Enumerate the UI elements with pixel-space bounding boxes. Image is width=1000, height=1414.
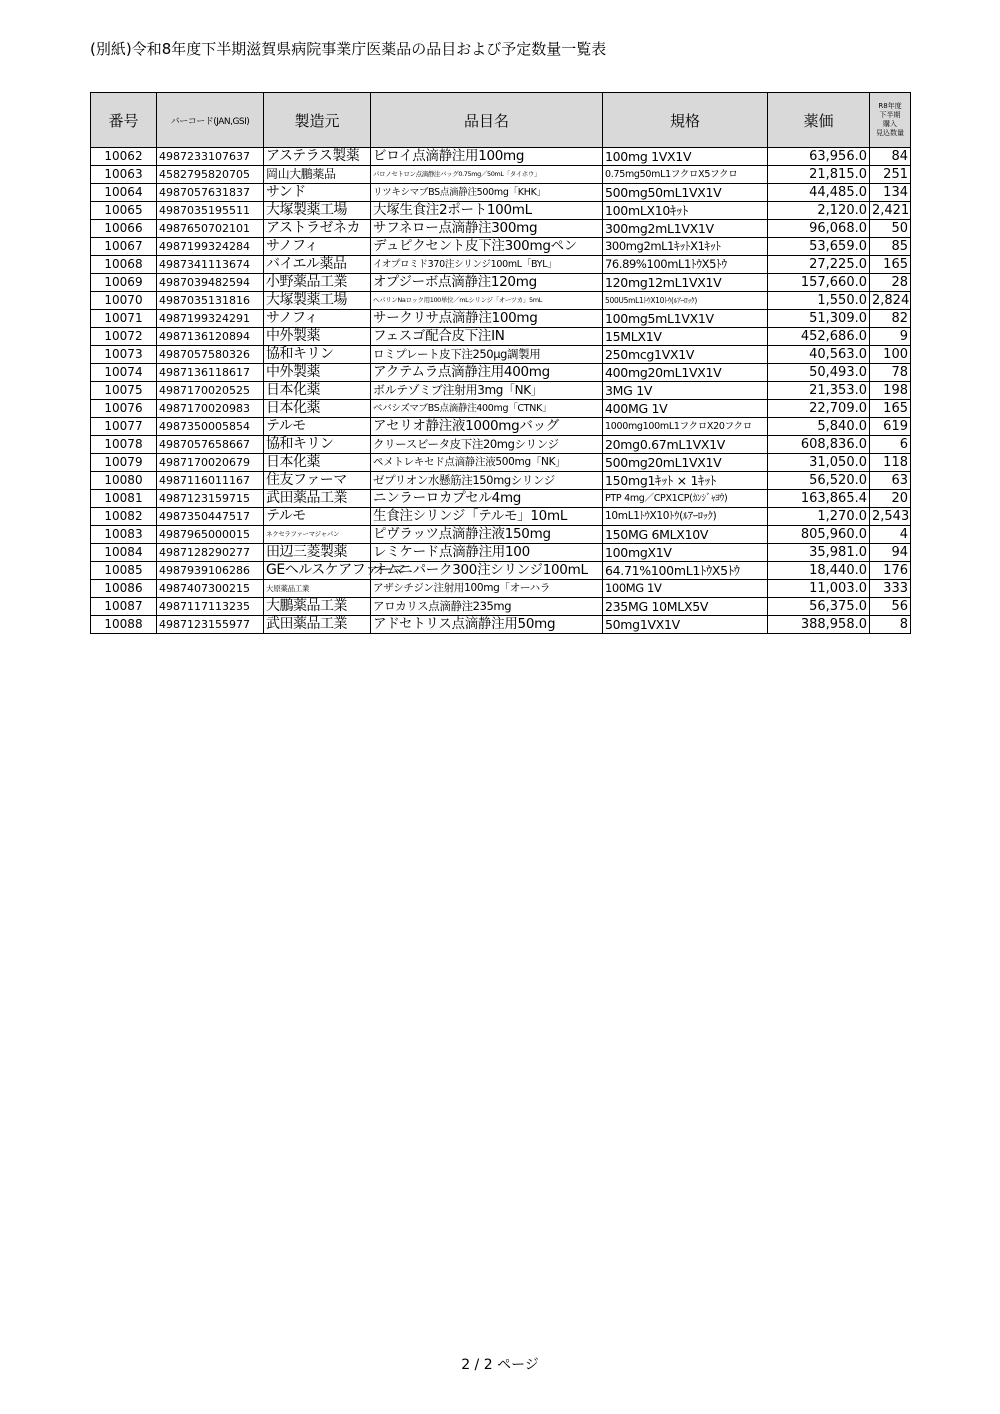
cell-number: 10079 xyxy=(91,454,157,472)
cell-item-name: クリースビータ皮下注20mgシリンジ xyxy=(371,436,603,454)
cell-price: 1,550.0 xyxy=(768,292,870,310)
cell-barcode: 4987117113235 xyxy=(157,598,264,616)
cell-barcode: 4987199324284 xyxy=(157,238,264,256)
cell-quantity: 2,543 xyxy=(870,508,911,526)
cell-quantity: 100 xyxy=(870,346,911,364)
cell-price: 21,353.0 xyxy=(768,382,870,400)
cell-spec: 500mg20mL1VX1V xyxy=(603,454,768,472)
cell-barcode: 4987199324291 xyxy=(157,310,264,328)
cell-spec: 120mg12mL1VX1V xyxy=(603,274,768,292)
header-no: 番号 xyxy=(91,93,157,148)
cell-maker: サノフィ xyxy=(264,238,371,256)
cell-spec: 400MG 1V xyxy=(603,400,768,418)
header-quantity-line: R8年度 xyxy=(878,102,902,110)
cell-quantity: 6 xyxy=(870,436,911,454)
cell-barcode: 4987341113674 xyxy=(157,256,264,274)
table-row xyxy=(91,238,911,256)
cell-barcode: 4987170020983 xyxy=(157,400,264,418)
cell-price: 18,440.0 xyxy=(768,562,870,580)
cell-quantity: 9 xyxy=(870,328,911,346)
cell-barcode: 4987650702101 xyxy=(157,220,264,238)
cell-maker: 大原薬品工業 xyxy=(264,580,371,598)
cell-maker: サンド xyxy=(264,184,371,202)
cell-number: 10078 xyxy=(91,436,157,454)
cell-spec: 0.75mg50mL1フクロX5フクロ xyxy=(603,166,768,184)
cell-barcode: 4987057580326 xyxy=(157,346,264,364)
header-quantity xyxy=(870,93,911,148)
cell-quantity: 94 xyxy=(870,544,911,562)
header-quantity-line: 下半期 xyxy=(879,111,901,119)
cell-barcode: 4987407300215 xyxy=(157,580,264,598)
cell-maker: 日本化薬 xyxy=(264,400,371,418)
table-row xyxy=(91,202,911,220)
cell-price: 35,981.0 xyxy=(768,544,870,562)
cell-maker: 住友ファーマ xyxy=(264,472,371,490)
cell-number: 10070 xyxy=(91,292,157,310)
cell-quantity: 165 xyxy=(870,256,911,274)
cell-price: 44,485.0 xyxy=(768,184,870,202)
header-spec: 規格 xyxy=(603,93,768,148)
cell-number: 10072 xyxy=(91,328,157,346)
header-name: 品目名 xyxy=(371,93,603,148)
cell-barcode: 4987939106286 xyxy=(157,562,264,580)
table-body xyxy=(91,148,911,634)
cell-spec: 1000mg100mL1フクロX20フクロ xyxy=(603,418,768,436)
cell-maker: 協和キリン xyxy=(264,346,371,364)
table-row xyxy=(91,148,911,166)
page-number: 2 / 2 ページ xyxy=(461,1357,539,1373)
cell-number: 10088 xyxy=(91,616,157,634)
cell-quantity: 2,824 xyxy=(870,292,911,310)
cell-spec: 250mcg1VX1V xyxy=(603,346,768,364)
cell-price: 5,840.0 xyxy=(768,418,870,436)
cell-price: 53,659.0 xyxy=(768,238,870,256)
cell-number: 10067 xyxy=(91,238,157,256)
header-quantity-line: 見込数量 xyxy=(876,129,904,137)
cell-item-name: イオプロミド370注シリンジ100mL「BYL」 xyxy=(371,256,603,274)
cell-number: 10077 xyxy=(91,418,157,436)
table-row xyxy=(91,472,911,490)
cell-spec: 100mLX10ｷｯﾄ xyxy=(603,202,768,220)
cell-quantity: 134 xyxy=(870,184,911,202)
cell-price: 1,270.0 xyxy=(768,508,870,526)
cell-quantity: 50 xyxy=(870,220,911,238)
cell-spec: 15MLX1V xyxy=(603,328,768,346)
cell-maker: 日本化薬 xyxy=(264,454,371,472)
cell-number: 10084 xyxy=(91,544,157,562)
cell-price: 805,960.0 xyxy=(768,526,870,544)
cell-item-name: サークリサ点滴静注100mg xyxy=(371,310,603,328)
cell-spec: 500mg50mL1VX1V xyxy=(603,184,768,202)
cell-maker: サノフィ xyxy=(264,310,371,328)
cell-maker: GEヘルスケアファーマ xyxy=(264,562,371,580)
cell-price: 27,225.0 xyxy=(768,256,870,274)
cell-number: 10065 xyxy=(91,202,157,220)
cell-barcode: 4987039482594 xyxy=(157,274,264,292)
cell-quantity: 82 xyxy=(870,310,911,328)
cell-number: 10085 xyxy=(91,562,157,580)
table-row xyxy=(91,310,911,328)
cell-price: 56,375.0 xyxy=(768,598,870,616)
cell-item-name: 大塚生食注2ポート100mL xyxy=(371,202,603,220)
cell-spec: 3MG 1V xyxy=(603,382,768,400)
cell-spec: 150MG 6MLX10V xyxy=(603,526,768,544)
table-row xyxy=(91,292,911,310)
table-row xyxy=(91,580,911,598)
cell-maker: テルモ xyxy=(264,508,371,526)
cell-barcode: 4987136120894 xyxy=(157,328,264,346)
cell-barcode: 4987123159715 xyxy=(157,490,264,508)
table-row xyxy=(91,220,911,238)
cell-spec: 300mg2mL1ｷｯﾄX1ｷｯﾄ xyxy=(603,238,768,256)
cell-price: 608,836.0 xyxy=(768,436,870,454)
table-row xyxy=(91,328,911,346)
document-title: (別紙)令和8年度下半期滋賀県病院事業庁医薬品の品目および予定数量一覧表 xyxy=(90,40,607,58)
table-row xyxy=(91,418,911,436)
cell-item-name: デュピクセント皮下注300mgペン xyxy=(371,238,603,256)
cell-quantity: 78 xyxy=(870,364,911,382)
cell-maker: ネクセラファーマジャパン xyxy=(264,526,371,544)
cell-spec: 400mg20mL1VX1V xyxy=(603,364,768,382)
cell-price: 163,865.4 xyxy=(768,490,870,508)
cell-price: 21,815.0 xyxy=(768,166,870,184)
cell-number: 10074 xyxy=(91,364,157,382)
cell-quantity: 619 xyxy=(870,418,911,436)
cell-quantity: 198 xyxy=(870,382,911,400)
cell-quantity: 4 xyxy=(870,526,911,544)
cell-maker: 大鵬薬品工業 xyxy=(264,598,371,616)
cell-item-name: アクテムラ点滴静注用400mg xyxy=(371,364,603,382)
cell-spec: 300mg2mL1VX1V xyxy=(603,220,768,238)
cell-item-name: 生食注シリンジ「テルモ」10mL xyxy=(371,508,603,526)
cell-spec: PTP 4mg／CPX1CP(ｶﾝｼﾞｬﾖｳ) xyxy=(603,490,768,508)
table-header-row xyxy=(91,93,911,148)
cell-barcode: 4987057658667 xyxy=(157,436,264,454)
drug-list-table xyxy=(90,92,911,634)
cell-quantity: 28 xyxy=(870,274,911,292)
cell-spec: 100mgX1V xyxy=(603,544,768,562)
table-row xyxy=(91,598,911,616)
cell-maker: 武田薬品工業 xyxy=(264,490,371,508)
table-row xyxy=(91,544,911,562)
header-price: 薬価 xyxy=(768,93,870,148)
cell-barcode: 4582795820705 xyxy=(157,166,264,184)
cell-item-name: アロカリス点滴静注235mg xyxy=(371,598,603,616)
cell-barcode: 4987136118617 xyxy=(157,364,264,382)
cell-spec: 150mg1ｷｯﾄ × 1ｷｯﾄ xyxy=(603,472,768,490)
cell-number: 10064 xyxy=(91,184,157,202)
cell-item-name: ペメトレキセド点滴静注液500mg「NK」 xyxy=(371,454,603,472)
table-row xyxy=(91,490,911,508)
cell-price: 50,493.0 xyxy=(768,364,870,382)
table-row xyxy=(91,346,911,364)
table-row xyxy=(91,166,911,184)
table-row xyxy=(91,562,911,580)
cell-item-name: ボルテゾミブ注射用3mg「NK」 xyxy=(371,382,603,400)
cell-barcode: 4987128290277 xyxy=(157,544,264,562)
cell-number: 10073 xyxy=(91,346,157,364)
table-row xyxy=(91,436,911,454)
cell-maker: 中外製薬 xyxy=(264,328,371,346)
cell-price: 31,050.0 xyxy=(768,454,870,472)
cell-barcode: 4987123155977 xyxy=(157,616,264,634)
cell-barcode: 4987035131816 xyxy=(157,292,264,310)
cell-item-name: アザシチジン注射用100mg「オーハラ xyxy=(371,580,603,598)
cell-maker: 日本化薬 xyxy=(264,382,371,400)
cell-item-name: オプジーボ点滴静注120mg xyxy=(371,274,603,292)
cell-quantity: 176 xyxy=(870,562,911,580)
cell-number: 10083 xyxy=(91,526,157,544)
cell-price: 63,956.0 xyxy=(768,148,870,166)
cell-maker: 岡山大鵬薬品 xyxy=(264,166,371,184)
cell-quantity: 165 xyxy=(870,400,911,418)
cell-price: 452,686.0 xyxy=(768,328,870,346)
cell-quantity: 333 xyxy=(870,580,911,598)
cell-quantity: 8 xyxy=(870,616,911,634)
cell-spec: 64.71%100mL1ﾄｳX5ﾄｳ xyxy=(603,562,768,580)
cell-maker: アステラス製薬 xyxy=(264,148,371,166)
cell-spec: 100mg5mL1VX1V xyxy=(603,310,768,328)
cell-maker: 大塚製薬工場 xyxy=(264,292,371,310)
cell-spec: 100MG 1V xyxy=(603,580,768,598)
cell-spec: 235MG 10MLX5V xyxy=(603,598,768,616)
cell-item-name: アセリオ静注液1000mgバッグ xyxy=(371,418,603,436)
cell-price: 157,660.0 xyxy=(768,274,870,292)
cell-number: 10080 xyxy=(91,472,157,490)
header-barcode: バーコード(JAN,GSI) xyxy=(157,93,264,148)
table-row xyxy=(91,364,911,382)
table-row xyxy=(91,526,911,544)
cell-maker: 中外製薬 xyxy=(264,364,371,382)
cell-price: 51,309.0 xyxy=(768,310,870,328)
cell-maker: 大塚製薬工場 xyxy=(264,202,371,220)
cell-barcode: 4987233107637 xyxy=(157,148,264,166)
table-row xyxy=(91,256,911,274)
cell-number: 10063 xyxy=(91,166,157,184)
cell-item-name: ベバシズマブBS点滴静注400mg「CTNK」 xyxy=(371,400,603,418)
cell-spec: 76.89%100mL1ﾄｳX5ﾄｳ xyxy=(603,256,768,274)
cell-barcode: 4987116011167 xyxy=(157,472,264,490)
cell-spec: 100mg 1VX1V xyxy=(603,148,768,166)
cell-quantity: 20 xyxy=(870,490,911,508)
cell-maker: バイエル薬品 xyxy=(264,256,371,274)
cell-number: 10068 xyxy=(91,256,157,274)
table-row xyxy=(91,274,911,292)
cell-item-name: サフネロー点滴静注300mg xyxy=(371,220,603,238)
cell-maker: テルモ xyxy=(264,418,371,436)
cell-barcode: 4987035195511 xyxy=(157,202,264,220)
cell-maker: 田辺三菱製薬 xyxy=(264,544,371,562)
header-maker: 製造元 xyxy=(264,93,371,148)
cell-quantity: 251 xyxy=(870,166,911,184)
cell-price: 56,520.0 xyxy=(768,472,870,490)
cell-barcode: 4987350005854 xyxy=(157,418,264,436)
cell-barcode: 4987350447517 xyxy=(157,508,264,526)
cell-barcode: 4987170020525 xyxy=(157,382,264,400)
cell-number: 10069 xyxy=(91,274,157,292)
cell-number: 10086 xyxy=(91,580,157,598)
cell-maker: 武田薬品工業 xyxy=(264,616,371,634)
cell-maker: アストラゼネカ xyxy=(264,220,371,238)
table-row xyxy=(91,400,911,418)
cell-number: 10076 xyxy=(91,400,157,418)
cell-number: 10062 xyxy=(91,148,157,166)
table-row xyxy=(91,508,911,526)
cell-item-name: アドセトリス点滴静注用50mg xyxy=(371,616,603,634)
cell-number: 10071 xyxy=(91,310,157,328)
cell-price: 22,709.0 xyxy=(768,400,870,418)
cell-number: 10082 xyxy=(91,508,157,526)
cell-maker: 協和キリン xyxy=(264,436,371,454)
cell-price: 2,120.0 xyxy=(768,202,870,220)
cell-barcode: 4987965000015 xyxy=(157,526,264,544)
table-row xyxy=(91,454,911,472)
cell-barcode: 4987057631837 xyxy=(157,184,264,202)
cell-item-name: ピヴラッツ点滴静注液150mg xyxy=(371,526,603,544)
cell-item-name: フェスゴ配合皮下注IN xyxy=(371,328,603,346)
cell-maker: 小野薬品工業 xyxy=(264,274,371,292)
cell-item-name: ニンラーロカプセル4mg xyxy=(371,490,603,508)
cell-price: 11,003.0 xyxy=(768,580,870,598)
cell-item-name: パロノセトロン点滴静注バッグ0.75mg／50mL「タイホウ」 xyxy=(371,166,603,184)
cell-quantity: 2,421 xyxy=(870,202,911,220)
cell-quantity: 56 xyxy=(870,598,911,616)
cell-quantity: 85 xyxy=(870,238,911,256)
cell-spec: 20mg0.67mL1VX1V xyxy=(603,436,768,454)
cell-barcode: 4987170020679 xyxy=(157,454,264,472)
cell-number: 10087 xyxy=(91,598,157,616)
table-row xyxy=(91,616,911,634)
cell-number: 10081 xyxy=(91,490,157,508)
cell-item-name: ゼプリオン水懸筋注150mgシリンジ xyxy=(371,472,603,490)
table-row xyxy=(91,184,911,202)
cell-item-name: リツキシマブBS点滴静注500mg「KHK」 xyxy=(371,184,603,202)
cell-quantity: 63 xyxy=(870,472,911,490)
cell-spec: 500U5mL1ﾄｳX10ﾄｳ(ﾙｱｰﾛｯｸ) xyxy=(603,292,768,310)
cell-price: 96,068.0 xyxy=(768,220,870,238)
cell-spec: 10mL1ﾄｳX10ﾄｳ(ﾙｱｰﾛｯｸ) xyxy=(603,508,768,526)
cell-item-name: オムニパーク300注シリンジ100mL xyxy=(371,562,603,580)
cell-item-name: レミケード点滴静注用100 xyxy=(371,544,603,562)
cell-item-name: ロミプレート皮下注250μg調製用 xyxy=(371,346,603,364)
table-row xyxy=(91,382,911,400)
cell-quantity: 118 xyxy=(870,454,911,472)
header-quantity-line: 購入 xyxy=(883,120,897,128)
cell-item-name: ヘパリンNaロック用100単位／mLシリンジ「オーツカ」5mL xyxy=(371,292,603,310)
cell-price: 40,563.0 xyxy=(768,346,870,364)
cell-number: 10066 xyxy=(91,220,157,238)
cell-number: 10075 xyxy=(91,382,157,400)
cell-item-name: ビロイ点滴静注用100mg xyxy=(371,148,603,166)
cell-spec: 50mg1VX1V xyxy=(603,616,768,634)
cell-price: 388,958.0 xyxy=(768,616,870,634)
cell-quantity: 84 xyxy=(870,148,911,166)
